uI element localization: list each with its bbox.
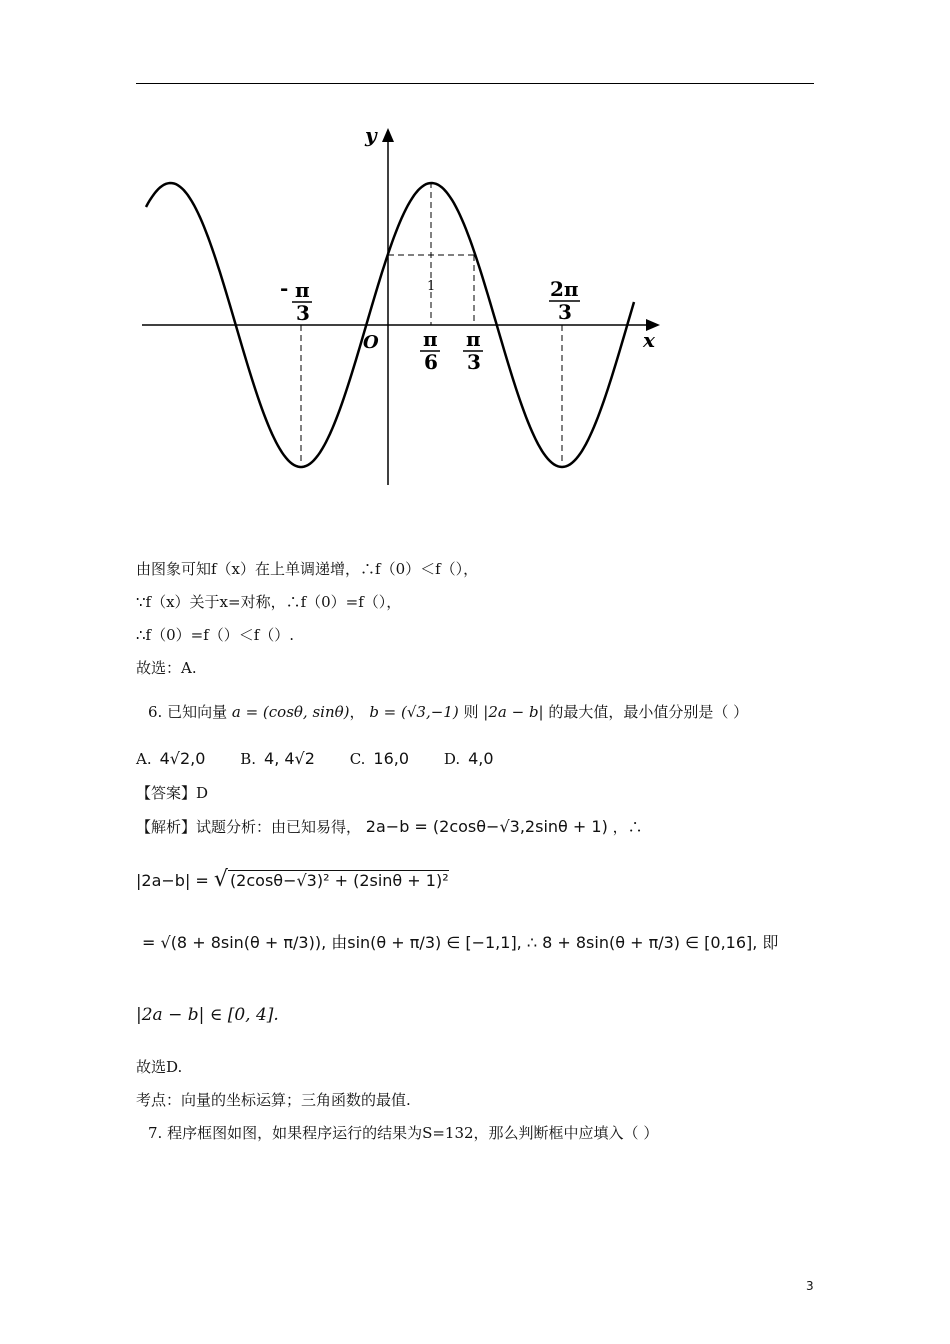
range-expression: |2a − b| ∈ [0, 4]. (136, 1005, 279, 1025)
option-c: C. 16,0 (349, 749, 410, 768)
tick-mark-label: 1 (427, 279, 436, 294)
text-line-2: ∵f（x）关于x=对称，∴f（0）=f（）， (136, 593, 402, 611)
q6-prefix: 6. 已知向量 (148, 703, 228, 721)
origin-label: O (363, 332, 379, 353)
tick-2pi3-num: 2π (550, 277, 579, 301)
tick-pi6-num: π (423, 327, 438, 351)
tick-pi-over-6 (420, 327, 440, 374)
norm-equation: |2a−b| = √ (2cosθ−√3)² + (2sinθ + 1)² (136, 867, 449, 892)
equation-line: = √(8 + 8sin(θ + π/3)), 由sin(θ + π/3) ∈ [−1,1], ∴ 8 + 8sin(θ + π/3) ∈ [0,16], 即 (142, 933, 779, 952)
option-d-value: 4,0 (468, 749, 494, 768)
tick-neg-den: 3 (296, 301, 310, 325)
tick-neg-sign: - (280, 276, 289, 300)
tick-2pi-over-3 (549, 277, 580, 324)
q6-vector-b: b = (√3,−1) (369, 703, 459, 721)
norm-rhs: (2cosθ−√3)² + (2sinθ + 1)² (229, 871, 449, 890)
q6-suffix: 的最大值，最小值分别是（ ） (548, 703, 749, 721)
option-d: D. 4,0 (443, 749, 494, 768)
norm-lhs: |2a−b| = (136, 871, 214, 890)
analysis-suffix: ，∴ (612, 818, 643, 836)
x-axis-label: x (643, 328, 655, 352)
sine-graph-figure (120, 120, 680, 500)
answer-line: 【答案】D (136, 784, 209, 802)
choose-d-line: 故选D. (136, 1058, 183, 1076)
range-line (136, 1005, 279, 1025)
tick-pi3-num: π (466, 327, 481, 351)
text-line-4: 故选：A. (136, 659, 197, 677)
tick-pi-over-3 (463, 327, 483, 374)
question-7: 7. 程序框图如图，如果程序运行的结果为S=132，那么判断框中应填入（ ） (148, 1124, 659, 1142)
page-number: 3 (806, 1279, 814, 1293)
analysis-prefix: 【解析】试题分析：由已知易得， (136, 818, 362, 836)
option-b: B. 4, 4√2 (240, 749, 315, 768)
option-c-value: 16,0 (373, 749, 410, 768)
text-line-1: 由图象可知f（x）在上单调递增，∴f（0）＜f（）， (136, 560, 479, 578)
tick-neg-num: π (295, 278, 310, 302)
q6-then: 则 (463, 703, 479, 721)
option-a-value: 4√2,0 (159, 749, 206, 768)
option-a: A. 4√2,0 (136, 749, 206, 768)
q6-expression: |2a − b| (483, 703, 544, 721)
analysis-expression: 2a−b = (2cosθ−√3,2sinθ + 1) (365, 817, 608, 836)
header-rule (136, 83, 814, 84)
option-b-value: 4, 4√2 (264, 749, 315, 768)
tick-2pi3-den: 3 (558, 300, 572, 324)
analysis-line (136, 817, 643, 837)
q6-comma: ， (349, 703, 365, 721)
q6-vector-a: a = (cosθ, sinθ) (231, 703, 350, 721)
y-axis-label: y (365, 123, 377, 147)
kaodian-line: 考点：向量的坐标运算；三角函数的最值. (136, 1091, 411, 1109)
tick-neg-pi-over-3 (280, 276, 312, 325)
tick-pi6-den: 6 (424, 350, 438, 374)
question-6 (148, 702, 748, 722)
y-axis-arrow (382, 128, 394, 142)
text-line-3: ∴f（0）=f（）＜f（）. (136, 626, 295, 644)
tick-pi3-den: 3 (467, 350, 481, 374)
question-6-options (136, 749, 524, 769)
